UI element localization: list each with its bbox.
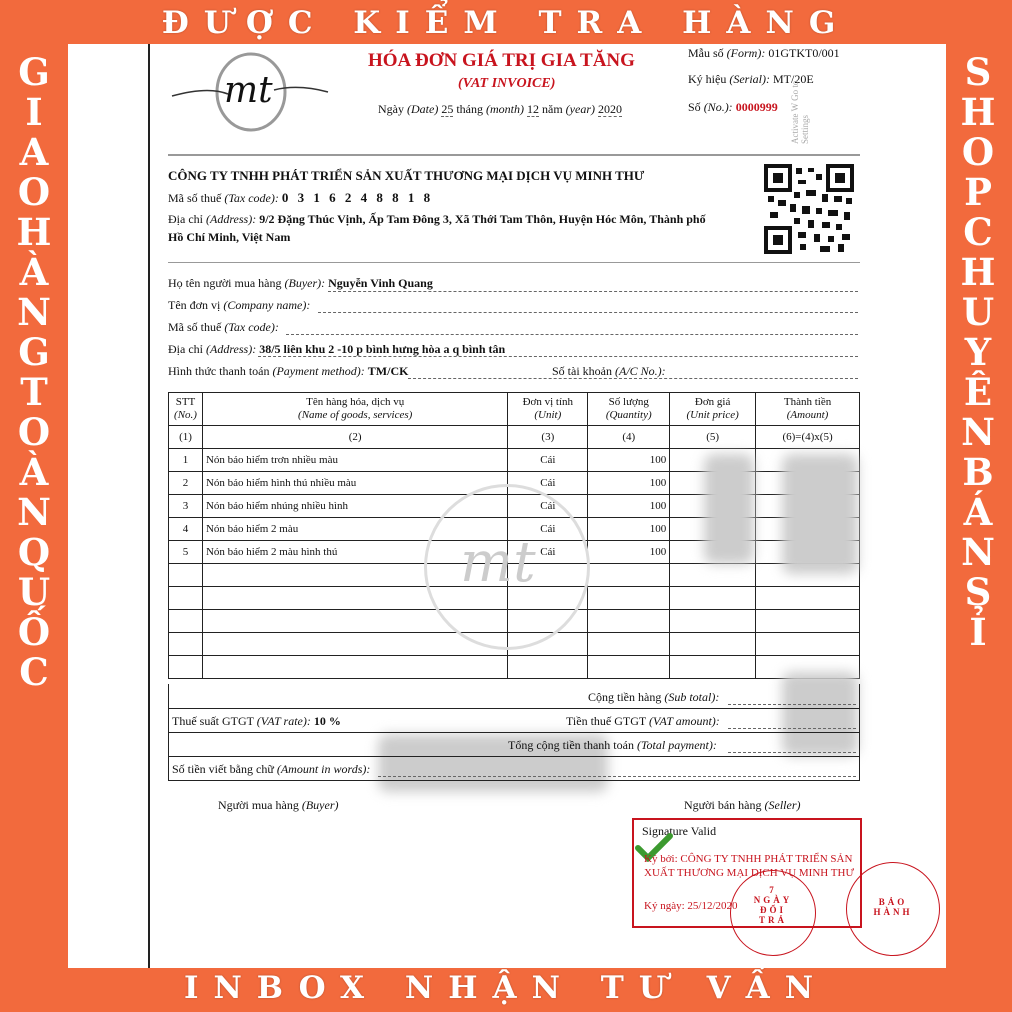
banner-letter: H bbox=[960, 90, 996, 134]
payment-value: TM/CK bbox=[367, 364, 409, 378]
buyer-company-row bbox=[168, 298, 310, 313]
table-cell bbox=[756, 610, 860, 633]
invoice-sheet bbox=[68, 44, 946, 968]
signed-date-text: Ký ngày: 25/12/2020 bbox=[644, 900, 738, 912]
seller-address-row bbox=[168, 212, 748, 227]
signature-valid-text: Signature Valid bbox=[642, 824, 717, 838]
seller-signature-label bbox=[684, 798, 801, 813]
buyer-company-label-en: (Company name): bbox=[223, 298, 311, 312]
seller-name: CÔNG TY TNHH PHÁT TRIỂN SẢN XUẤT THƯƠNG MẠI DỊCH VỤ MINH THƯ bbox=[168, 168, 645, 183]
banner-letter: P bbox=[964, 170, 992, 214]
banner-letter: Ố bbox=[17, 610, 51, 654]
dotted-line bbox=[728, 752, 856, 753]
page-edge-line bbox=[148, 44, 150, 968]
stamp-line: TRẢ bbox=[758, 915, 787, 925]
amount-words-row bbox=[172, 762, 370, 777]
table-cell bbox=[588, 633, 670, 656]
seller-sign-label: Người bán hàng bbox=[684, 798, 762, 812]
right-banner bbox=[948, 52, 1008, 932]
banner-letter: N bbox=[17, 490, 51, 534]
table-cell: Nón bảo hiểm hình thú nhiều màu bbox=[202, 472, 507, 495]
dotted-line bbox=[258, 356, 858, 357]
divider bbox=[168, 262, 860, 263]
buyer-sign-label: Người mua hàng bbox=[218, 798, 299, 812]
table-cell bbox=[588, 656, 670, 679]
invoice-number bbox=[688, 100, 778, 115]
banner-letter: À bbox=[19, 250, 49, 294]
table-cell bbox=[670, 610, 756, 633]
vat-rate-label-en: (VAT rate): bbox=[256, 714, 311, 728]
form-value: 01GTKT0/001 bbox=[768, 46, 840, 60]
qr-code-graphic bbox=[764, 164, 854, 254]
banner-letter: N bbox=[961, 530, 995, 574]
date-label-en: (Date) bbox=[407, 102, 439, 116]
table-cell bbox=[169, 633, 203, 656]
table-code-cell: (5) bbox=[670, 426, 756, 449]
payment-label: Hình thức thanh toán bbox=[168, 364, 270, 378]
table-cell bbox=[202, 656, 507, 679]
number-value: 0000999 bbox=[735, 100, 778, 114]
qr-code bbox=[764, 164, 854, 254]
buyer-name-label-en: (Buyer): bbox=[284, 276, 326, 290]
seller-address-label: Địa chỉ bbox=[168, 212, 203, 226]
payment-label-en: (Payment method): bbox=[272, 364, 365, 378]
banner-letter: U bbox=[17, 570, 51, 614]
amount-words-label: Số tiền viết bằng chữ bbox=[172, 762, 274, 776]
banner-letter: A bbox=[19, 130, 49, 174]
buyer-address-label: Địa chỉ bbox=[168, 342, 203, 356]
banner-letter: U bbox=[961, 290, 995, 334]
table-code-cell: (3) bbox=[508, 426, 588, 449]
buyer-address-label-en: (Address): bbox=[206, 342, 257, 356]
dotted-line bbox=[408, 378, 858, 379]
table-cell: 3 bbox=[169, 495, 203, 518]
banner-letter: À bbox=[19, 450, 49, 494]
banner-letter: S bbox=[964, 50, 992, 94]
table-header-row bbox=[169, 393, 860, 426]
stamp-line: BẢO bbox=[878, 897, 908, 907]
serial-label-en: (Serial): bbox=[729, 72, 770, 86]
header-en: (Amount) bbox=[786, 409, 829, 421]
dotted-line bbox=[318, 312, 858, 313]
banner-letter: C bbox=[19, 650, 49, 694]
dotted-line bbox=[728, 704, 856, 705]
top-banner: ĐƯỢC KIỂM TRA HÀNG bbox=[161, 5, 851, 41]
invoice-title: HÓA ĐƠN GIÁ TRỊ GIA TĂNG bbox=[368, 50, 635, 71]
buyer-tax-row bbox=[168, 320, 279, 335]
table-cell: Cái bbox=[508, 495, 588, 518]
banner-letter: N bbox=[961, 410, 995, 454]
table-cell bbox=[169, 610, 203, 633]
stamp-line: 7 bbox=[769, 885, 777, 895]
table-cell: 4 bbox=[169, 518, 203, 541]
left-banner bbox=[4, 52, 64, 932]
buyer-company-label: Tên đơn vị bbox=[168, 298, 221, 312]
table-cell bbox=[588, 564, 670, 587]
header-vn: Đơn giá bbox=[694, 396, 731, 408]
banner-letter: T bbox=[20, 370, 48, 414]
stamp-line: ĐỔI bbox=[759, 905, 786, 915]
table-row bbox=[169, 449, 860, 472]
header-en: (Unit) bbox=[534, 409, 562, 421]
banner-letter: B bbox=[962, 450, 994, 494]
banner-letter: C bbox=[963, 210, 993, 254]
vat-rate-label: Thuế suất GTGT bbox=[172, 714, 254, 728]
buyer-address-row bbox=[168, 342, 505, 357]
header-en: (Quantity) bbox=[605, 409, 652, 421]
logo-text: mt bbox=[224, 70, 273, 111]
banner-letter: O bbox=[17, 410, 51, 454]
banner-letter: H bbox=[960, 250, 996, 294]
total-label-en: (Total payment): bbox=[636, 738, 717, 752]
table-cell: 2 bbox=[169, 472, 203, 495]
table-header-cell bbox=[202, 393, 507, 426]
stamp-line: HÀNH bbox=[873, 907, 913, 917]
table-cell: 100 bbox=[588, 541, 670, 564]
table-cell: Cái bbox=[508, 472, 588, 495]
dotted-line bbox=[286, 334, 858, 335]
unit-price-redacted bbox=[704, 454, 754, 564]
stamp-line: NGÀY bbox=[753, 895, 793, 905]
table-cell: 5 bbox=[169, 541, 203, 564]
table-header-cell bbox=[756, 393, 860, 426]
header-vn: Số lượng bbox=[608, 396, 649, 408]
dotted-line bbox=[328, 291, 858, 292]
payment-row bbox=[168, 364, 408, 379]
header-vn: Thành tiền bbox=[783, 396, 832, 408]
table-cell: Cái bbox=[508, 518, 588, 541]
buyer-tax-label-en: (Tax code): bbox=[224, 320, 279, 334]
header-vn: STT bbox=[175, 396, 196, 408]
number-label-en: (No.): bbox=[703, 100, 733, 114]
company-logo bbox=[168, 50, 334, 134]
buyer-tax-label: Mã số thuế bbox=[168, 320, 222, 334]
account-row bbox=[552, 364, 666, 379]
dotted-line bbox=[378, 776, 856, 777]
buyer-name-value: Nguyễn Vinh Quang bbox=[328, 276, 433, 290]
invoice-date bbox=[378, 102, 622, 117]
table-cell bbox=[756, 587, 860, 610]
table-cell: Nón bảo hiểm trơn nhiều màu bbox=[202, 449, 507, 472]
form-number bbox=[688, 46, 840, 61]
table-cell bbox=[588, 587, 670, 610]
buyer-sign-label-en: (Buyer) bbox=[301, 798, 339, 812]
form-label-en: (Form): bbox=[726, 46, 766, 60]
number-label: Số bbox=[688, 100, 701, 114]
year-label: năm bbox=[542, 102, 563, 116]
header-vn: Tên hàng hóa, dịch vụ bbox=[306, 396, 405, 408]
table-row bbox=[169, 656, 860, 679]
table-cell bbox=[169, 587, 203, 610]
banner-letter: H bbox=[16, 210, 52, 254]
total-row bbox=[508, 738, 717, 753]
table-header-cell bbox=[670, 393, 756, 426]
table-cell: Cái bbox=[508, 541, 588, 564]
account-label-en: (A/C No.): bbox=[615, 364, 666, 378]
banner-letter: Ê bbox=[963, 370, 993, 414]
table-cell bbox=[588, 610, 670, 633]
subtotal-label: Cộng tiền hàng bbox=[588, 690, 662, 704]
seller-tax-label: Mã số thuế bbox=[168, 191, 222, 205]
table-cell: 100 bbox=[588, 495, 670, 518]
subtotal-row bbox=[588, 690, 719, 705]
invoice-subtitle: (VAT INVOICE) bbox=[458, 76, 556, 91]
table-cell bbox=[670, 564, 756, 587]
watermark-logo-text: mt bbox=[460, 530, 536, 595]
table-cell: 1 bbox=[169, 449, 203, 472]
header-vn: Đơn vị tính bbox=[522, 396, 574, 408]
banner-letter: G bbox=[18, 330, 50, 374]
row-divider bbox=[168, 708, 860, 709]
table-cell bbox=[756, 633, 860, 656]
amount-redacted bbox=[782, 454, 858, 574]
banner-letter: S bbox=[964, 570, 992, 614]
table-cell: Cái bbox=[508, 449, 588, 472]
account-label: Số tài khoản bbox=[552, 364, 612, 378]
vat-amount-label: Tiền thuế GTGT bbox=[566, 714, 647, 728]
buyer-name-label: Họ tên người mua hàng bbox=[168, 276, 282, 290]
table-code-row bbox=[169, 426, 860, 449]
month-label-en: (month) bbox=[486, 102, 524, 116]
buyer-address-value: 38/5 liên khu 2 -10 p bình hưng hòa a q bình tân bbox=[259, 342, 506, 356]
return-policy-stamp bbox=[730, 870, 816, 956]
month-label: tháng bbox=[456, 102, 483, 116]
banner-letter: O bbox=[17, 170, 51, 214]
table-code-cell: (6)=(4)x(5) bbox=[756, 426, 860, 449]
banner-letter: Q bbox=[17, 530, 51, 574]
dotted-line bbox=[728, 728, 856, 729]
table-cell: Nón bảo hiểm 2 màu hình thú bbox=[202, 541, 507, 564]
table-cell bbox=[169, 564, 203, 587]
header-en: (Name of goods, services) bbox=[298, 409, 413, 421]
os-watermark: Activate W Go to Settings bbox=[790, 80, 810, 144]
amount-words-label-en: (Amount in words): bbox=[276, 762, 371, 776]
header-en: (Unit price) bbox=[686, 409, 739, 421]
serial-value: MT/20E bbox=[772, 72, 814, 86]
signed-by-text: Ký bởi: CÔNG TY TNHH PHÁT TRIỂN SẢN XUẤT THƯƠNG MẠI DỊCH VỤ MINH THƯ bbox=[644, 853, 854, 879]
seller-address-line2: Hồ Chí Minh, Việt Nam bbox=[168, 230, 291, 244]
date-label: Ngày bbox=[378, 102, 404, 116]
banner-letter: G bbox=[18, 50, 50, 94]
table-cell: Nón bảo hiểm 2 màu bbox=[202, 518, 507, 541]
table-cell bbox=[169, 656, 203, 679]
table-cell: 100 bbox=[588, 518, 670, 541]
banner-letter: Y bbox=[964, 330, 992, 374]
table-header-cell bbox=[588, 393, 670, 426]
serial-label: Ký hiệu bbox=[688, 72, 727, 86]
table-cell: 100 bbox=[588, 449, 670, 472]
buyer-signature-label bbox=[218, 798, 339, 813]
vat-rate-value: 10 % bbox=[313, 714, 341, 728]
divider bbox=[168, 154, 860, 156]
year-label-en: (year) bbox=[565, 102, 595, 116]
row-divider bbox=[168, 756, 860, 757]
table-cell bbox=[670, 633, 756, 656]
table-cell: Nón bảo hiểm nhúng nhiều hình bbox=[202, 495, 507, 518]
seller-tax-row bbox=[168, 190, 433, 206]
row-divider bbox=[168, 732, 860, 733]
form-label: Mẫu số bbox=[688, 46, 724, 60]
banner-letter: I bbox=[25, 90, 43, 134]
banner-letter: Ỉ bbox=[969, 610, 987, 654]
table-header-cell bbox=[169, 393, 203, 426]
vat-amount-row bbox=[566, 714, 720, 729]
banner-letter: N bbox=[17, 290, 51, 334]
subtotal-label-en: (Sub total): bbox=[664, 690, 720, 704]
seller-address-line1: 9/2 Đặng Thúc Vịnh, Ấp Tam Đông 3, Xã Thới Tam Thôn, Huyện Hóc Môn, Thành phố bbox=[259, 212, 706, 226]
seller-tax-code: 0 3 1 6 2 4 8 8 1 8 bbox=[281, 190, 434, 205]
buyer-name-row bbox=[168, 276, 860, 291]
vat-amount-label-en: (VAT amount): bbox=[649, 714, 720, 728]
table-cell bbox=[670, 656, 756, 679]
banner-letter: O bbox=[961, 130, 995, 174]
banner-letter: Á bbox=[963, 490, 993, 534]
seller-sign-label-en: (Seller) bbox=[764, 798, 801, 812]
seller-address-label-en: (Address): bbox=[206, 212, 257, 226]
table-code-cell: (1) bbox=[169, 426, 203, 449]
seller-tax-label-en: (Tax code): bbox=[224, 191, 279, 205]
table-code-cell: (2) bbox=[202, 426, 507, 449]
header-en: (No.) bbox=[174, 409, 197, 421]
table-header-cell bbox=[508, 393, 588, 426]
date-month: 12 bbox=[527, 102, 539, 116]
warranty-stamp bbox=[846, 862, 940, 956]
table-cell bbox=[508, 656, 588, 679]
date-day: 25 bbox=[441, 102, 454, 116]
total-label: Tổng cộng tiền thanh toán bbox=[508, 738, 634, 752]
date-year: 2020 bbox=[598, 102, 622, 116]
table-cell bbox=[670, 587, 756, 610]
vat-rate-row bbox=[172, 714, 341, 729]
bottom-banner: INBOX NHẬN TƯ VẤN bbox=[183, 970, 829, 1006]
table-cell: 100 bbox=[588, 472, 670, 495]
table-code-cell: (4) bbox=[588, 426, 670, 449]
